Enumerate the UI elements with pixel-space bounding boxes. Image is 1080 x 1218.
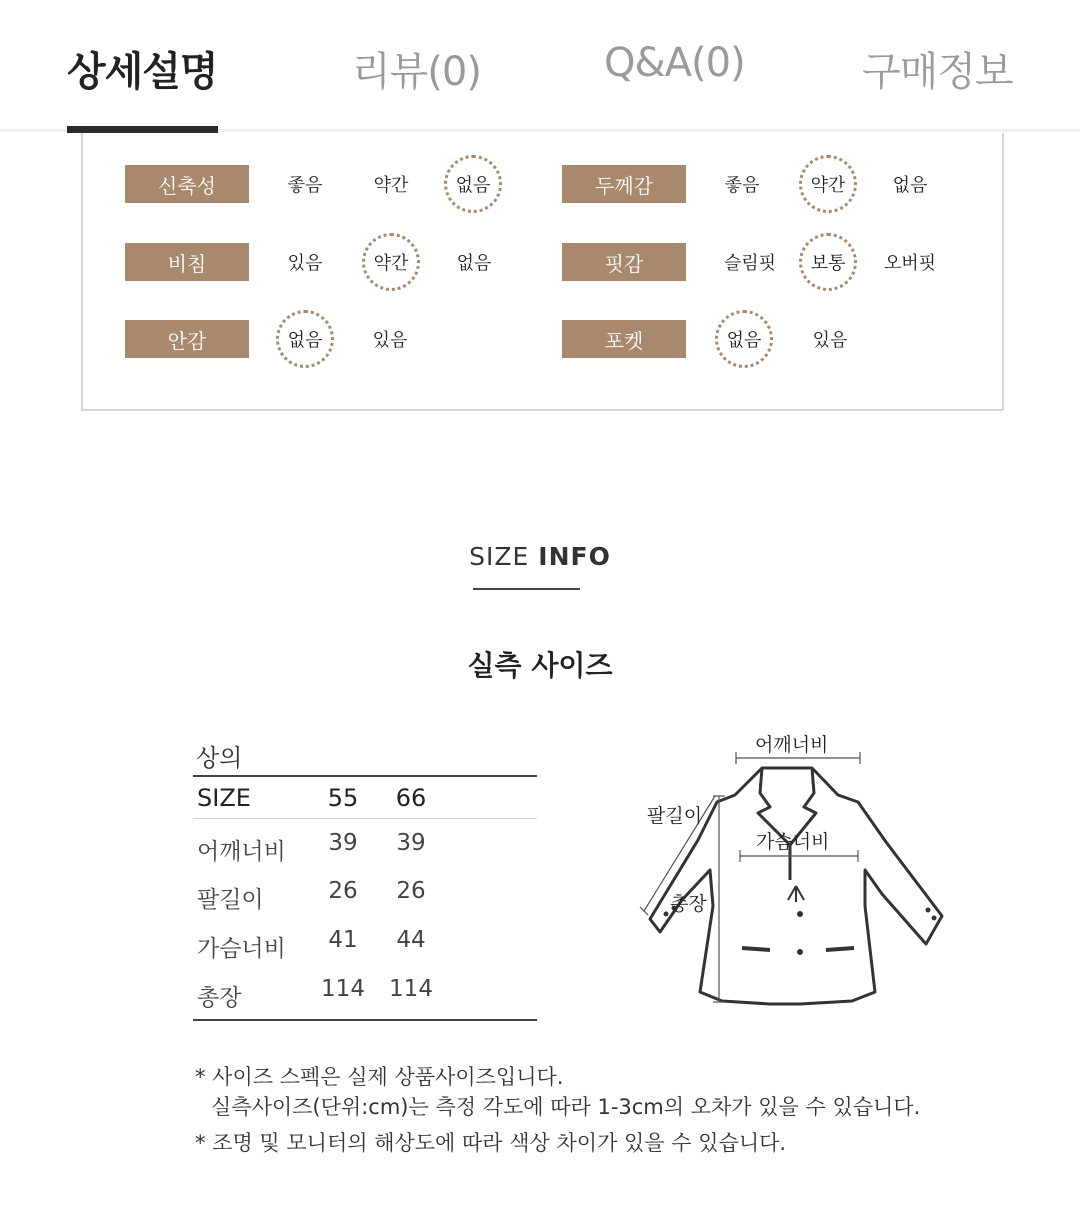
table-header-cell: SIZE (197, 784, 251, 812)
measured-size-title: 실측 사이즈 (467, 649, 613, 682)
attr-option-selected: 없음 (715, 310, 773, 368)
jacket-measurement-diagram (590, 710, 970, 1030)
active-tab-indicator (67, 126, 218, 133)
attr-option: 없음 (456, 253, 492, 274)
tab-purchase-info[interactable]: 구매정보 (862, 49, 1013, 95)
attr-option: 있음 (372, 330, 408, 351)
diagram-label-sleeve: 팔길이 (647, 805, 703, 827)
size-table-caption: 상의 (196, 744, 243, 772)
diagram-label-shoulder: 어깨너비 (755, 734, 829, 756)
table-row-label: 팔길이 (197, 887, 264, 913)
table-cell: 26 (328, 878, 358, 904)
tab-bar (0, 0, 1080, 132)
table-row-label: 가슴너비 (197, 936, 286, 962)
size-info-title-bold: INFO (538, 542, 611, 571)
tab-detail[interactable]: 상세설명 (67, 49, 218, 95)
table-divider (193, 1019, 537, 1021)
jacket-illustration (590, 710, 970, 1030)
size-note: 실측사이즈(단위:cm)는 측정 각도에 따라 1-3cm의 오차가 있을 수 있습니다. (211, 1095, 921, 1119)
table-divider (193, 818, 537, 819)
attr-option: 있음 (287, 253, 323, 274)
attr-label-sheerness: 비침 (125, 243, 249, 281)
size-info-title-light: SIZE (469, 542, 530, 571)
attr-option-selected: 보통 (799, 233, 857, 291)
diagram-label-chest: 가슴너비 (756, 831, 830, 853)
attr-label-fit: 핏감 (562, 243, 686, 281)
table-cell: 44 (396, 927, 426, 953)
tab-review[interactable]: 리뷰(0) (352, 49, 481, 95)
tab-qna[interactable]: Q&A(0) (604, 40, 745, 86)
size-note: * 조명 및 모니터의 해상도에 따라 색상 차이가 있을 수 있습니다. (195, 1131, 787, 1155)
attr-option: 좋음 (287, 175, 323, 196)
size-info-title (0, 542, 1080, 571)
attr-option: 좋음 (724, 175, 760, 196)
attr-option-selected: 없음 (276, 310, 334, 368)
table-row-label: 총장 (197, 985, 242, 1011)
attr-option-selected: 약간 (799, 155, 857, 213)
table-cell: 114 (389, 976, 433, 1002)
attr-option: 없음 (892, 175, 928, 196)
attr-option-selected: 없음 (444, 155, 502, 213)
attr-option: 있음 (812, 330, 848, 351)
attr-option-selected: 약간 (362, 233, 420, 291)
table-row-label: 어깨너비 (197, 839, 286, 865)
attr-option: 약간 (373, 175, 409, 196)
attr-option: 슬림핏 (723, 253, 777, 274)
attr-option: 오버핏 (883, 253, 937, 274)
diagram-label-length: 총장 (670, 893, 707, 915)
table-cell: 26 (396, 878, 426, 904)
attr-label-lining: 안감 (125, 320, 249, 358)
table-cell: 41 (328, 927, 358, 953)
table-divider (193, 775, 537, 777)
size-note: * 사이즈 스펙은 실제 상품사이즈입니다. (195, 1065, 564, 1089)
table-header-cell: 66 (395, 784, 427, 812)
attr-label-thickness: 두께감 (562, 165, 686, 203)
attr-label-stretch: 신축성 (125, 165, 249, 203)
table-cell: 39 (328, 830, 358, 856)
table-cell: 114 (321, 976, 365, 1002)
size-info-underline (473, 588, 580, 590)
attr-label-pocket: 포켓 (562, 320, 686, 358)
table-cell: 39 (396, 830, 426, 856)
table-header-cell: 55 (327, 784, 359, 812)
size-notes (195, 1062, 920, 1158)
